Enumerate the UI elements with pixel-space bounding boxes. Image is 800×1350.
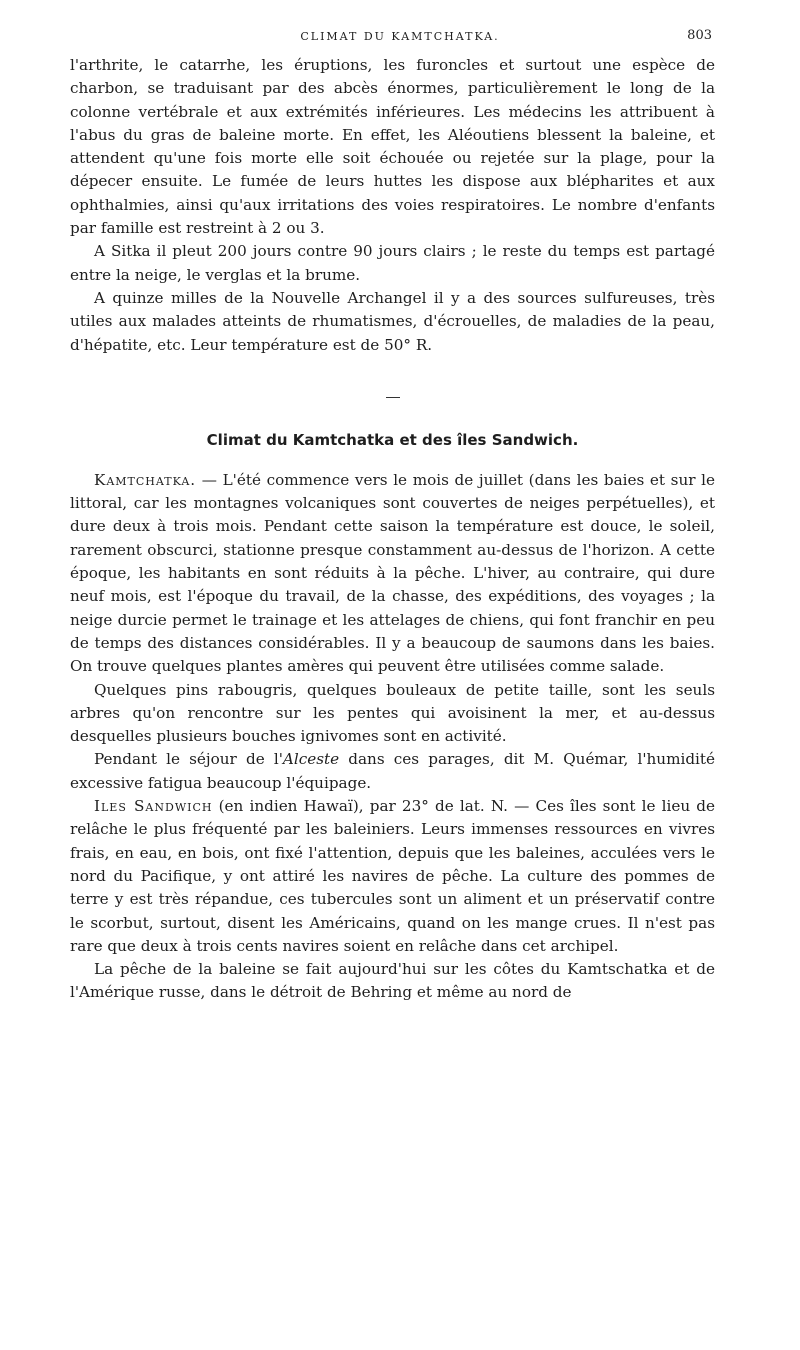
alceste-text-a: Pendant le séjour de l' [94, 750, 283, 769]
paragraph-aleoutiens: l'arthrite, le catarrhe, les éruptions, les furoncles et surtout une espèce de charbon, se traduisant par des abcès énormes, particulièrement le long de la colonne vertébrale et aux extrémités inférieures. Les médecins les attribuent à l'abus du gras de baleine morte. En effet, les Aléoutiens blessent la baleine, et attendent qu'une fois morte elle soit échouée ou rejetée sur la plage, pour la dépecer ensuite. Le fumée de leurs huttes les dispose aux blépharites et aux ophthalmies, ainsi qu'aux irritations des voies respiratoires. Le nombre d'enfants par famille est restreint à 2 ou 3. [70, 56, 715, 238]
kamtchatka-lead: Kamtchatka. [94, 470, 197, 489]
paragraph-kamtchatka [70, 469, 715, 679]
section-divider [386, 397, 400, 398]
body-text [70, 54, 715, 1005]
section-title: Climat du Kamtchatka et des îles Sandwich. [206, 430, 579, 449]
sandwich-lead: Iles Sandwich [94, 797, 213, 816]
paragraph-sitka: A Sitka il pleut 200 jours contre 90 jours clairs ; le reste du temps est partagé entre la neige, le verglas et la brume. [70, 242, 715, 284]
paragraph-sources: A quinze milles de la Nouvelle Archangel il y a des sources sulfureuses, très utiles aux malades atteints de rhumatismes, d'écrouelles, de maladies de la peau, d'hépatite, etc. Leur température est de 50° R. [70, 288, 715, 354]
ship-name: Alceste [282, 750, 340, 769]
paragraph-alceste [70, 748, 715, 795]
page-number: 803 [687, 28, 712, 43]
paragraph-sandwich [70, 795, 715, 958]
paragraph-arbres: Quelques pins rabougris, quelques bouleaux de petite taille, sont les seuls arbres qu'on rencontre sur les pentes qui avoisinent la mer, et au-dessus desquelles plusieurs bouches ignivomes sont en activité. [70, 680, 715, 746]
kamtchatka-text: — L'été commence vers le mois de juillet (dans les baies et sur le littoral, car les montagnes volcaniques sont couvertes de neiges perpétuelles), et dure deux à trois mois. Pendant cette saison la température est douce, le soleil, rarement obscurci, stationne presque constamment au-dessus de l'horizon. A cette époque, les habitants en sont réduits à la pêche. L'hiver, au contraire, qui dure neuf mois, est l'époque du travail, de la chasse, des expéditions, des voyages ; la neige durcie permet le trainage et les attelages de chiens, qui font franchir en peu de temps des distances considérables. Il y a beaucoup de saumons dans les baies. On trouve quelques plantes amères qui peuvent être utilisées comme salade. [70, 470, 715, 676]
alceste-text-b: dans ces parages, dit M. Quémar, l'humidité excessive fatigua beaucoup l'équipage. [70, 750, 715, 792]
sandwich-text: (en indien Hawaï), par 23° de lat. N. — Ces îles sont le lieu de relâche le plus fréquenté par les baleiniers. Leurs immenses ressources en vivres frais, en eau, en bois, ont fixé l'attention, depuis que les baleines, acculées vers le nord du Pacifique, y ont attiré les navires de pêche. La culture des pommes de terre y est très répandue, ces tubercules sont un aliment et un préservatif contre le scorbut, surtout, disent les Américains, quand on les mange crues. Il n'est pas rare que deux à trois cents navires soient en relâche dans cet archipel. [70, 797, 715, 955]
running-head: CLIMAT DU KAMTCHATKA. [300, 30, 500, 43]
paragraph-peche: La pêche de la baleine se fait aujourd'hui sur les côtes du Kamtschatka et de l'Amérique russe, dans le détroit de Behring et même au nord de [70, 960, 715, 1002]
